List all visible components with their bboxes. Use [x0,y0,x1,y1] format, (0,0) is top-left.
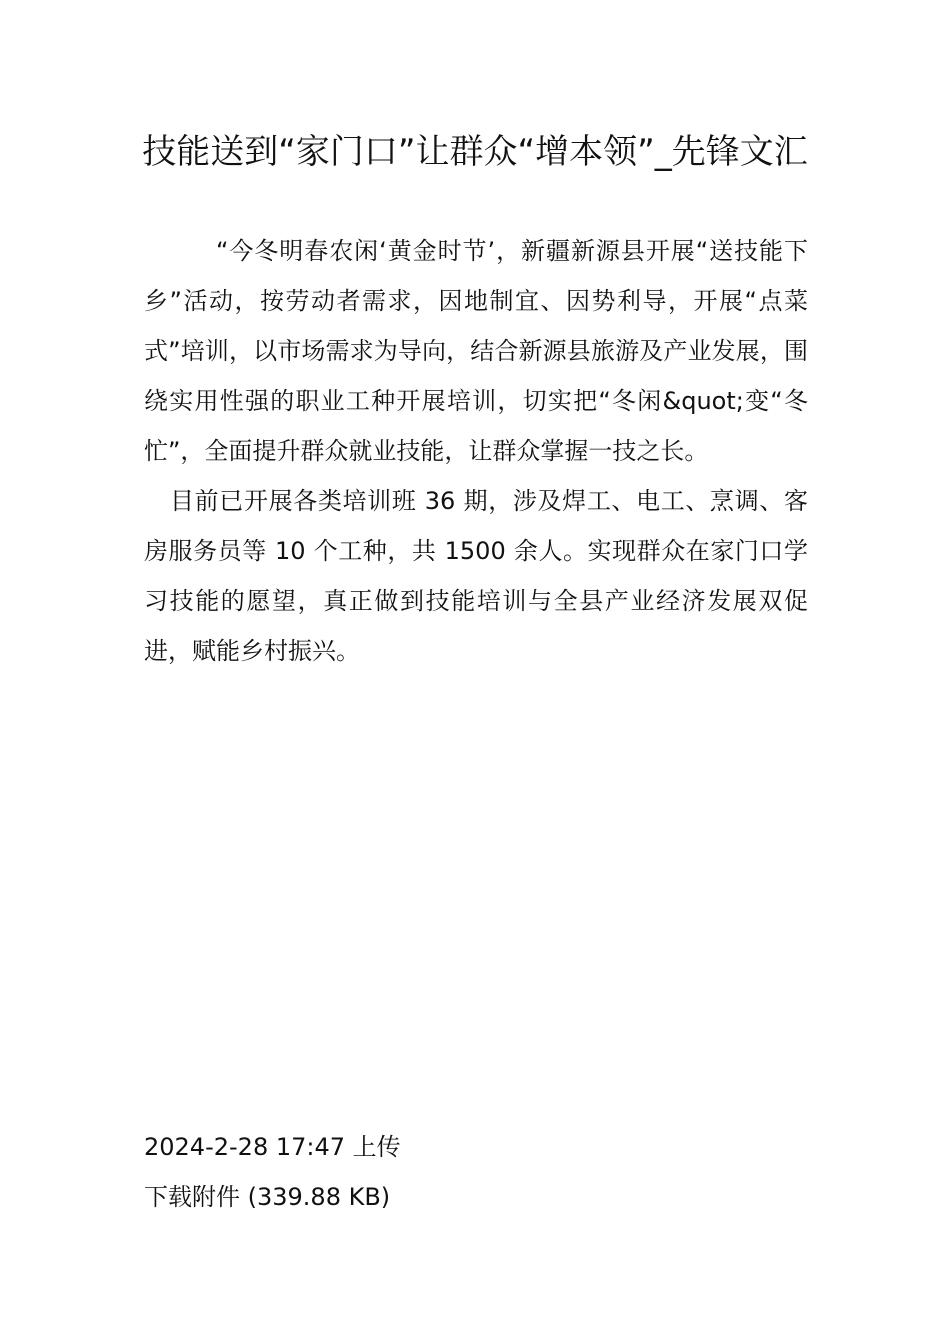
article-paragraph-2: 目前已开展各类培训班 36 期，涉及焊工、电工、烹调、客房服务员等 10 个工种，共 1500 余人。实现群众在家门口学习技能的愿望，真正做到技能培训与全县产业经济发展双促进，赋能乡村振兴。 [144,487,808,665]
article-paragraph-1: “今冬明春农闲‘黄金时节’，新疆新源县开展“送技能下乡”活动，按劳动者需求，因地制宜、因势利导，开展“点菜式”培训，以市场需求为导向，结合新源县旅游及产业发展，围绕实用性强的职业工种开展培训，切实把“冬闲&quot;变“冬忙”，全面提升群众就业技能，让群众掌握一技之长。 [144,237,808,465]
download-attachment-link[interactable]: 下载附件 (339.88 KB) [144,1183,391,1211]
upload-timestamp: 2024-2-28 17:47 上传 [144,1133,401,1161]
article-body [144,226,808,676]
attachment-info [144,1122,808,1222]
document-title: 技能送到“家门口”让群众“增本领”_先锋文汇 [142,132,808,172]
